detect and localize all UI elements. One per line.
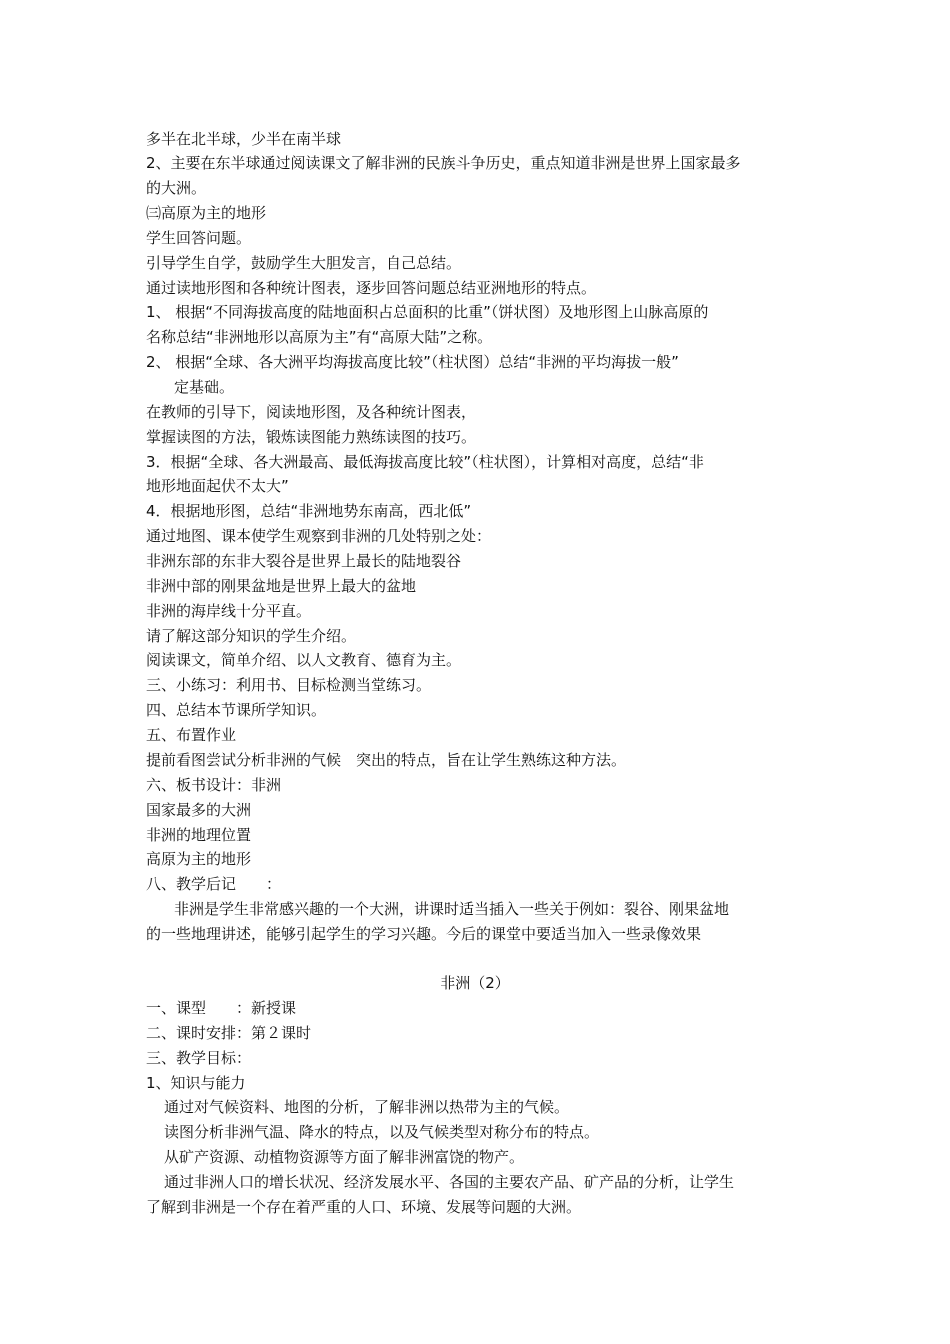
text-line: 的一些地理讲述，能够引起学生的学习兴趣。今后的课堂中要适当加入一些录像效果: [146, 925, 702, 943]
text-line: 学生回答问题。: [146, 229, 252, 247]
text-line: 三、教学目标：: [146, 1049, 252, 1067]
text-line: 2、 根据“全球、各大洲平均海拔高度比较”（柱状图）总结“非洲的平均海拔一般”: [146, 353, 679, 371]
text-line: 通过地图、课本使学生观察到非洲的几处特别之处：: [146, 527, 492, 545]
text-line: 国家最多的大洲: [146, 801, 252, 819]
text-line: 请了解这部分知识的学生介绍。: [146, 627, 357, 645]
text-line: 非洲的海岸线十分平直。: [146, 602, 312, 620]
text-line: 通过读地形图和各种统计图表，逐步回答问题总结亚洲地形的特点。: [146, 279, 597, 297]
text-line: 4．根据地形图，总结“非洲地势东南高，西北低”: [146, 502, 472, 520]
text-line: 掌握读图的方法，锻炼读图能力熟练读图的技巧。: [146, 428, 477, 446]
text-line: 八、教学后记 ：: [146, 875, 282, 893]
text-line: 三、小练习：利用书、目标检测当堂练习。: [146, 676, 432, 694]
text-line: 读图分析非洲气温、降水的特点，以及气候类型对称分布的特点。: [164, 1123, 600, 1141]
text-line: 四、总结本节课所学知识。: [146, 701, 327, 719]
text-line: 阅读课文，简单介绍、以人文教育、德育为主。: [146, 651, 462, 669]
text-line: 非洲东部的东非大裂谷是世界上最长的陆地裂谷: [146, 552, 462, 570]
text-line: 提前看图尝试分析非洲的气候 突出的特点，旨在让学生熟练这种方法。: [146, 751, 627, 769]
text-line: 在教师的引导下，阅读地形图，及各种统计图表，: [146, 403, 477, 421]
text-line: 从矿产资源、动植物资源等方面了解非洲富饶的物产。: [164, 1148, 525, 1166]
text-line: 通过非洲人口的增长状况、经济发展水平、各国的主要农产品、矿产品的分析，让学生: [164, 1173, 735, 1191]
text-line: 2、主要在东半球通过阅读课文了解非洲的民族斗争历史，重点知道非洲是世界上国家最多: [146, 154, 741, 172]
text-line: 二、课时安排：第２课时: [146, 1024, 312, 1042]
text-line: 了解到非洲是一个存在着严重的人口、环境、发展等问题的大洲。: [146, 1198, 582, 1216]
text-line: 高原为主的地形: [146, 850, 252, 868]
text-line: 1、 根据“不同海拔高度的陆地面积占总面积的比重”（饼状图）及地形图上山脉高原的: [146, 303, 709, 321]
text-line: 名称总结“非洲地形以高原为主”有“高原大陆”之称。: [146, 328, 493, 346]
text-line: 1、知识与能力: [146, 1074, 246, 1092]
text-line: 引导学生自学，鼓励学生大胆发言，自己总结。: [146, 254, 462, 272]
text-line: 非洲是学生非常感兴趣的一个大洲，讲课时适当插入一些关于例如：裂谷、刚果盆地: [174, 900, 730, 918]
section-title: 非洲（2）: [440, 974, 510, 992]
text-line: 定基础。: [174, 378, 235, 396]
text-line: 地形地面起伏不太大”: [146, 477, 289, 495]
text-line: 多半在北半球，少半在南半球: [146, 130, 342, 148]
section-heading: ㈢高原为主的地形: [146, 204, 267, 222]
text-line: 非洲中部的刚果盆地是世界上最大的盆地: [146, 577, 417, 595]
text-line: 通过对气候资料、地图的分析，了解非洲以热带为主的气候。: [164, 1098, 570, 1116]
text-line: 非洲的地理位置: [146, 826, 252, 844]
text-line: 六、板书设计：非洲: [146, 776, 282, 794]
text-line: 五、布置作业: [146, 726, 237, 744]
text-line: 3．根据“全球、各大洲最高、最低海拔高度比较”（柱状图），计算相对高度，总结“非: [146, 453, 704, 471]
text-line: 一、课型 ：新授课: [146, 999, 297, 1017]
text-line: 的大洲。: [146, 179, 207, 197]
